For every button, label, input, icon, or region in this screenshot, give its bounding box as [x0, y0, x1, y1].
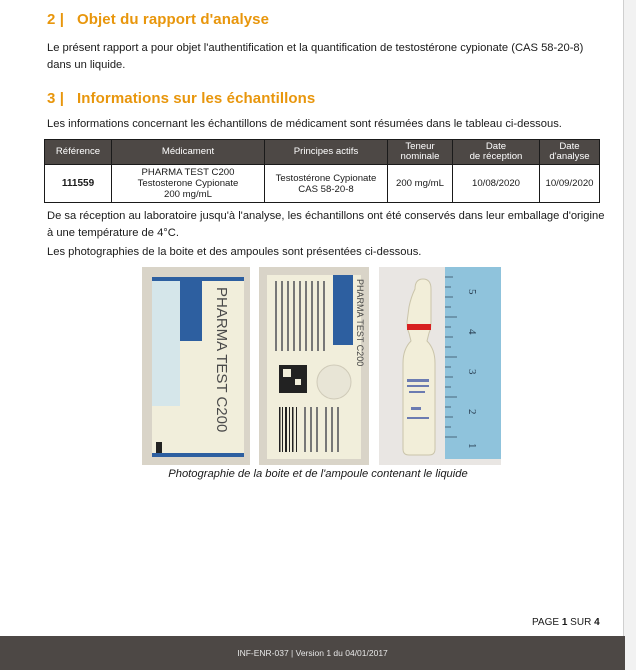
section-2-paragraph: Le présent rapport a pour objet l'authentification et la quantification de testostérone cypionate (CAS 58-20-8) dans un liquide.	[47, 42, 584, 71]
ruler-number: 3	[466, 369, 478, 375]
page-edge	[623, 0, 636, 670]
header-medicament: Médicament	[112, 140, 265, 165]
samples-table	[44, 139, 600, 203]
storage-paragraph: De sa réception au laboratoire jusqu'à l'analyse, les échantillons ont été conservés dans leur emballage d'origine à une température de 4°C.	[47, 210, 605, 239]
section-3-number: 3 |	[47, 90, 65, 107]
table-header-row	[45, 140, 600, 165]
box-back-image	[259, 267, 369, 465]
header-date-analyse: Date d'analyse	[540, 140, 600, 165]
ampoule-image	[379, 267, 501, 465]
box-front-label: PHARMA TEST C200	[213, 287, 230, 433]
photo-box-front	[142, 267, 250, 465]
cell-reference: 111559	[45, 165, 112, 203]
table-row	[45, 165, 600, 203]
box-front-image	[142, 267, 250, 465]
box-back-label: PHARMA TEST C200	[355, 279, 365, 367]
section-3-intro: Les informations concernant les échantillons de médicament sont résumées dans le tableau ci-dessous.	[47, 118, 562, 130]
ruler	[445, 267, 501, 459]
section-2-heading	[47, 11, 269, 28]
cell-principes-actifs: Testostérone Cypionate CAS 58-20-8	[265, 165, 388, 203]
header-reference: Référence	[45, 140, 112, 165]
ruler-number: 2	[466, 409, 478, 415]
photo-ampoule	[379, 267, 501, 465]
cell-teneur: 200 mg/mL	[388, 165, 453, 203]
section-2-title: Objet du rapport d'analyse	[77, 11, 270, 28]
ruler-number: 5	[466, 289, 478, 295]
section-3-title: Informations sur les échantillons	[77, 90, 316, 107]
header-principes-actifs: Principes actifs	[265, 140, 388, 165]
cell-date-reception: 10/08/2020	[453, 165, 540, 203]
ruler-number: 4	[466, 329, 478, 335]
photo-box-back	[259, 267, 369, 465]
header-teneur: Teneur nominale	[388, 140, 453, 165]
cell-date-analyse: 10/09/2020	[540, 165, 600, 203]
header-date-reception: Date de réception	[453, 140, 540, 165]
page-number: PAGE 1 SUR 4	[532, 617, 600, 628]
ampoule-red-band	[407, 324, 431, 330]
footer-text: INF-ENR-037 | Version 1 du 04/01/2017	[237, 648, 388, 658]
photo-caption: Photographie de la boite et de l'ampoule contenant le liquide	[168, 468, 468, 480]
section-2-number: 2 |	[47, 11, 65, 28]
photos-intro: Les photographies de la boite et des ampoules sont présentées ci-dessous.	[47, 246, 422, 258]
cell-medicament: PHARMA TEST C200 Testosterone Cypionate 200 mg/mL	[112, 165, 265, 203]
section-3-heading	[47, 90, 315, 107]
ruler-number: 1	[466, 443, 478, 449]
footer-bar	[0, 636, 625, 670]
